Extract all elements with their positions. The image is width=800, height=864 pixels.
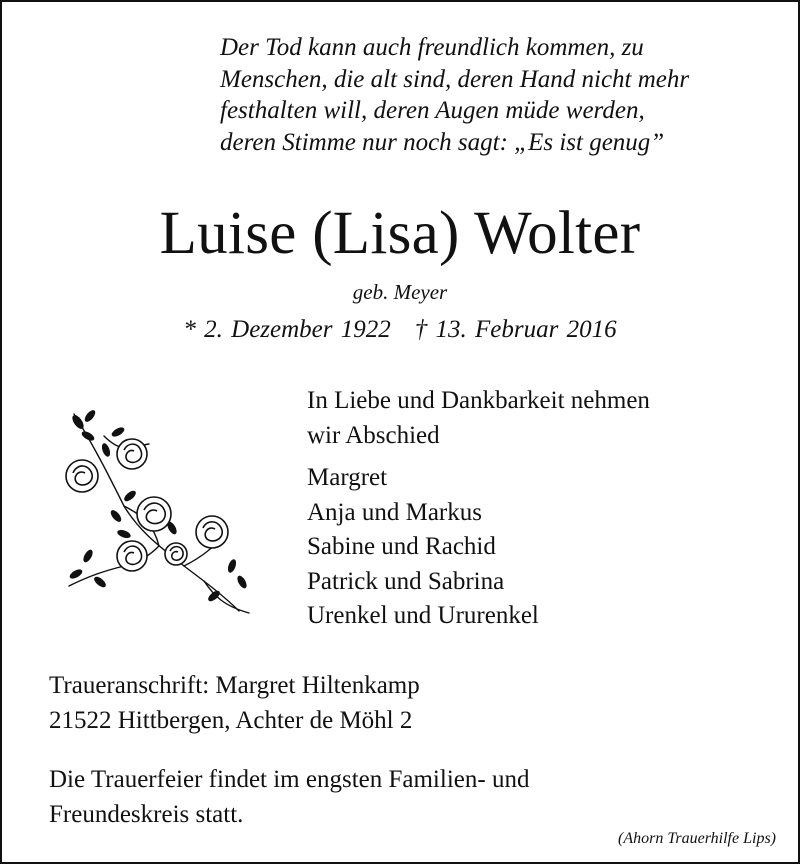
life-dates bbox=[2, 316, 798, 344]
poem-quote bbox=[220, 32, 780, 158]
farewell-line: wir Abschied bbox=[307, 421, 440, 449]
birth-date: * 2. Dezember 1922 bbox=[183, 316, 391, 343]
poem-line: deren Stimme nur noch sagt: „Es ist genug” bbox=[220, 128, 665, 156]
funeral-home-credit: (Ahorn Trauerhilfe Lips) bbox=[618, 830, 776, 847]
poem-line: Menschen, die alt sind, deren Hand nicht mehr bbox=[220, 65, 690, 93]
address-line: Traueranschrift: Margret Hiltenkamp bbox=[49, 672, 420, 699]
ceremony-note bbox=[49, 762, 529, 832]
rose-branch-illustration bbox=[64, 406, 264, 616]
mourner-item: Margret bbox=[307, 464, 388, 491]
farewell-text bbox=[307, 384, 650, 453]
deceased-name: Luise (Lisa) Wolter bbox=[159, 200, 641, 267]
farewell-line: In Liebe und Dankbarkeit nehmen bbox=[307, 387, 650, 414]
poem-line: Der Tod kann auch freundlich kommen, zu bbox=[220, 34, 644, 61]
ceremony-line: Freundeskreis statt. bbox=[49, 801, 244, 828]
mourners-list bbox=[307, 461, 539, 634]
mourning-address bbox=[49, 668, 420, 738]
mourner-item: Urenkel und Ururenkel bbox=[307, 602, 539, 629]
death-date: † 13. Februar 2016 bbox=[414, 316, 617, 343]
mourner-item: Sabine und Rachid bbox=[307, 533, 496, 560]
poem-line: festhalten will, deren Augen müde werden, bbox=[220, 97, 645, 124]
address-line: 21522 Hittbergen, Achter de Möhl 2 bbox=[49, 707, 413, 734]
birth-name: geb. Meyer bbox=[352, 280, 448, 304]
mourner-item: Patrick und Sabrina bbox=[307, 567, 505, 595]
ceremony-line: Die Trauerfeier findet im engsten Familien- und bbox=[49, 766, 530, 793]
mourner-item: Anja und Markus bbox=[307, 498, 482, 526]
